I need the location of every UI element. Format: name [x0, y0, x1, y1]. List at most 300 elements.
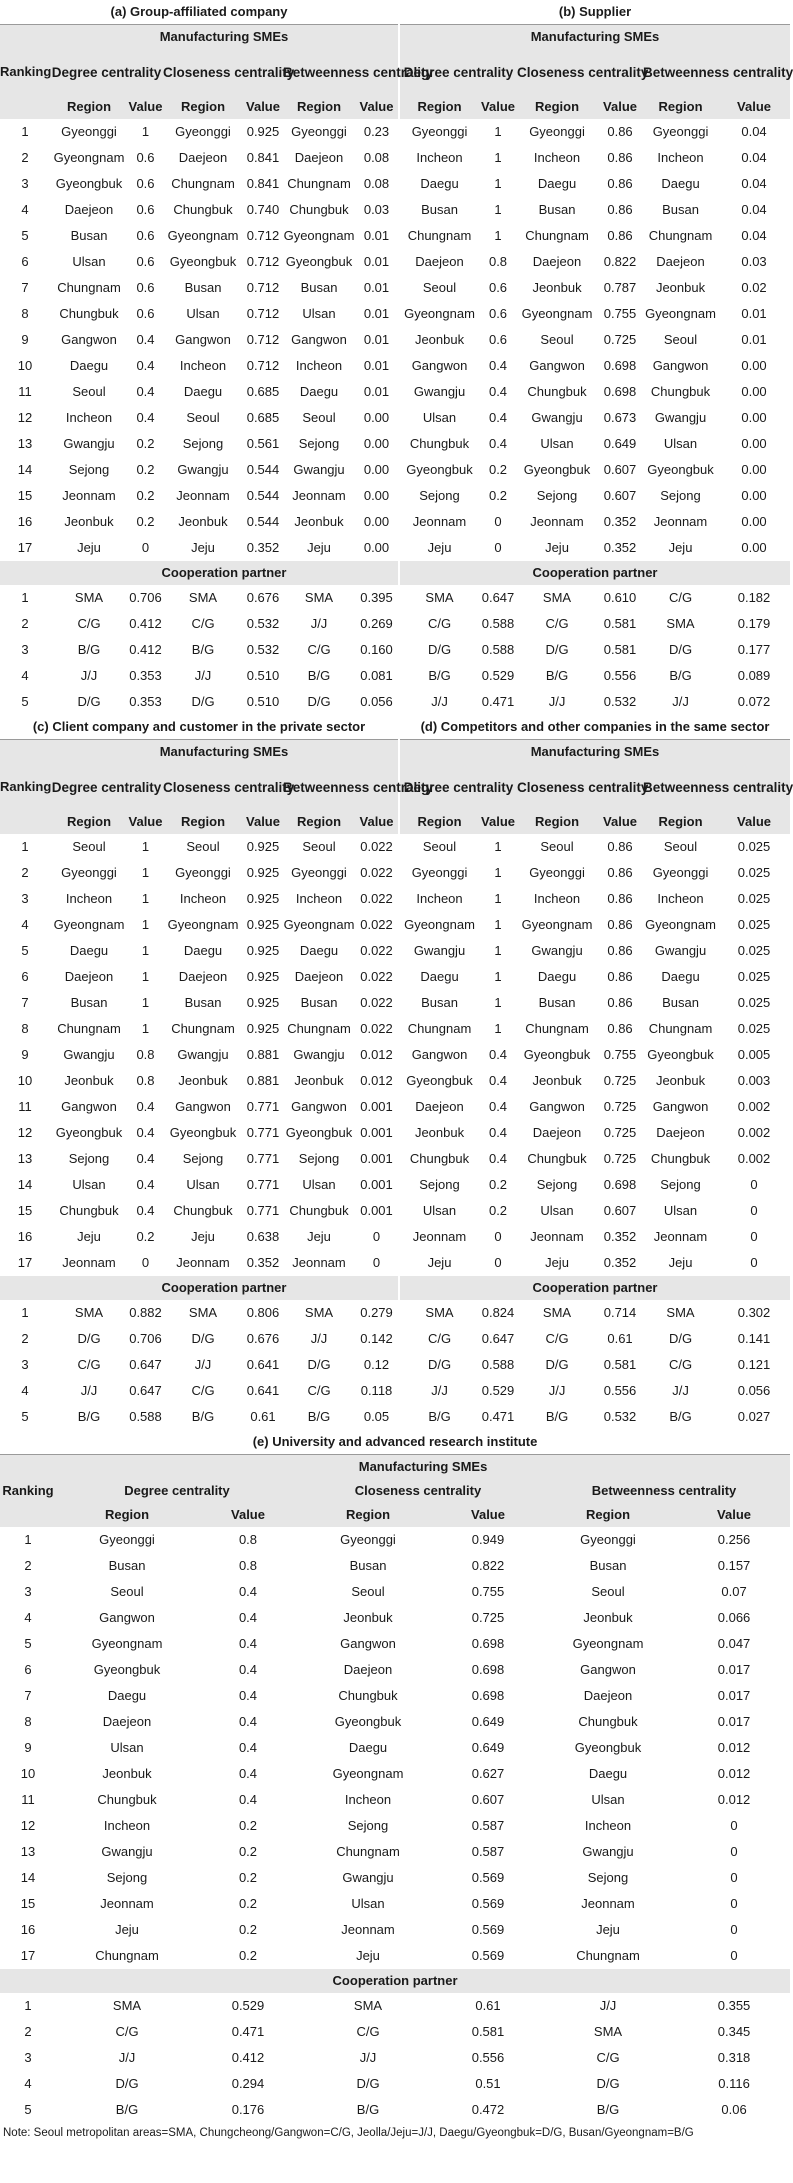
- value-cell: 0.649: [471, 1740, 505, 1755]
- region-cell: B/G: [115, 2102, 139, 2117]
- table-row: [0, 1527, 790, 1553]
- value-cell: 0.51: [475, 2076, 501, 2091]
- region-cell: B/G: [77, 642, 101, 657]
- value-cell: 0.01: [363, 306, 390, 321]
- value-cell: 0.353: [129, 668, 162, 683]
- value-cell: 0.673: [603, 410, 637, 425]
- rank-cell: 2: [21, 865, 29, 880]
- table-row: [0, 405, 790, 431]
- column-header-value: Value: [128, 814, 163, 829]
- value-cell: 0.001: [360, 1151, 393, 1166]
- value-cell: 0.925: [246, 917, 280, 932]
- table-row: [0, 912, 790, 938]
- column-header-value: Value: [481, 99, 515, 114]
- value-cell: 0.2: [238, 1922, 258, 1937]
- region-cell: Gyeongnam: [399, 912, 479, 938]
- panel-subtitle: Manufacturing SMEs: [159, 29, 289, 44]
- table-row: [0, 1735, 790, 1761]
- region-cell: Seoul: [540, 839, 574, 854]
- value-cell: 0.712: [246, 254, 280, 269]
- region-cell: J/J: [672, 694, 689, 709]
- value-cell: 0.412: [129, 616, 162, 631]
- spacer: [0, 1276, 50, 1300]
- value-cell: 0.529: [481, 1383, 515, 1398]
- value-cell: 0.6: [136, 202, 155, 217]
- value-cell: 0.2: [136, 1229, 155, 1244]
- value-cell: 0.01: [363, 280, 390, 295]
- value-cell: 0.471: [481, 1409, 515, 1424]
- rank-cell: 13: [20, 1844, 36, 1859]
- region-cell: SMA: [74, 590, 104, 605]
- table-row: [0, 1579, 790, 1605]
- region-cell: Gwangju: [582, 1844, 634, 1859]
- region-cell: Busan: [349, 1558, 387, 1573]
- value-cell: 0.352: [246, 540, 280, 555]
- centrality-group-header: Degree centrality: [124, 1483, 230, 1498]
- region-cell: Gyeonggi: [529, 124, 585, 139]
- region-cell: Gyeongnam: [521, 917, 593, 932]
- region-cell: Gyeongbuk: [574, 1740, 642, 1755]
- rank-cell: 5: [21, 1409, 29, 1424]
- region-cell: Gyeonggi: [99, 1532, 155, 1547]
- panel-title: (d) Competitors and other companies in the same sector: [399, 715, 790, 740]
- region-cell: Jeonnam: [341, 1922, 395, 1937]
- value-cell: 0.556: [471, 2050, 505, 2065]
- region-cell: Sejong: [182, 436, 224, 451]
- region-cell: J/J: [80, 668, 98, 683]
- value-cell: 0.925: [246, 865, 280, 880]
- table-row: [0, 1553, 790, 1579]
- value-cell: 0.066: [717, 1610, 751, 1625]
- region-cell: Gangwon: [175, 1099, 231, 1114]
- table-row: [0, 431, 790, 457]
- region-cell: Sejong: [347, 1818, 389, 1833]
- region-cell: D/G: [668, 1331, 693, 1346]
- cooperation-row: [0, 2071, 790, 2097]
- value-cell: 0.569: [471, 1922, 505, 1937]
- region-cell: SMA: [74, 1305, 104, 1320]
- value-cell: 0.698: [603, 358, 637, 373]
- region-cell: Gwangju: [101, 1844, 153, 1859]
- table-row: [0, 834, 790, 860]
- value-cell: 0.00: [363, 436, 390, 451]
- region-cell: Gyeonggi: [340, 1532, 396, 1547]
- region-cell: Gwangju: [531, 410, 583, 425]
- value-cell: 0.755: [603, 306, 637, 321]
- region-cell: D/G: [399, 637, 479, 663]
- value-cell: 0.4: [136, 1177, 155, 1192]
- value-cell: 0.2: [238, 1948, 258, 1963]
- region-cell: Seoul: [663, 332, 698, 347]
- rank-cell: 5: [24, 1636, 32, 1651]
- value-cell: 0.352: [603, 1255, 637, 1270]
- value-cell: 0.712: [246, 228, 280, 243]
- value-cell: 0.841: [246, 176, 280, 191]
- column-header-region: Region: [399, 95, 479, 119]
- region-cell: Chungbuk: [59, 306, 119, 321]
- region-cell: C/G: [545, 616, 569, 631]
- region-cell: Sejong: [660, 488, 701, 503]
- value-cell: 0.841: [246, 150, 280, 165]
- value-cell: 0.561: [246, 436, 280, 451]
- value-cell: 0.925: [246, 891, 280, 906]
- value-cell: 0.056: [737, 1383, 771, 1398]
- rank-cell: 5: [21, 943, 29, 958]
- column-header-region: Region: [180, 99, 226, 114]
- region-cell: Incheon: [344, 1792, 392, 1807]
- value-cell: 0.581: [603, 616, 637, 631]
- centrality-table-e: [0, 1430, 790, 2123]
- region-cell: Ulsan: [540, 1203, 574, 1218]
- value-cell: 0.86: [607, 995, 633, 1010]
- region-cell: Jeonnam: [62, 488, 116, 503]
- value-cell: 0.06: [721, 2102, 747, 2117]
- value-cell: 0.581: [471, 2024, 505, 2039]
- value-cell: 0.2: [238, 1818, 258, 1833]
- value-cell: 0.00: [741, 358, 767, 373]
- region-cell: C/G: [77, 1357, 101, 1372]
- region-cell: Ulsan: [72, 1177, 106, 1192]
- cooperation-row: [0, 611, 790, 637]
- region-cell: Gyeonggi: [652, 124, 709, 139]
- region-cell: Gwangju: [293, 1047, 345, 1062]
- rank-cell: 10: [17, 1073, 33, 1088]
- table-row: [0, 1250, 790, 1276]
- table-row: [0, 1068, 790, 1094]
- value-cell: 0.2: [488, 1177, 508, 1192]
- region-cell: Gyeongbuk: [399, 457, 479, 483]
- region-cell: Sejong: [399, 483, 479, 509]
- region-cell: Busan: [662, 202, 699, 217]
- region-cell: Busan: [399, 990, 479, 1016]
- region-cell: C/G: [307, 1383, 331, 1398]
- rank-cell: 3: [21, 891, 29, 906]
- region-cell: Ulsan: [663, 436, 698, 451]
- value-cell: 0.025: [737, 839, 771, 854]
- value-cell: 0.4: [488, 436, 508, 451]
- region-cell: Incheon: [533, 891, 581, 906]
- value-cell: 0.647: [129, 1357, 162, 1372]
- value-cell: 0.771: [246, 1099, 280, 1114]
- value-cell: 0.607: [603, 1203, 637, 1218]
- value-cell: 1: [494, 969, 502, 984]
- value-cell: 0.641: [246, 1383, 280, 1398]
- rank-cell: 6: [21, 254, 29, 269]
- value-cell: 0.581: [603, 1357, 637, 1372]
- region-cell: SMA: [188, 590, 218, 605]
- value-cell: 0.86: [607, 917, 633, 932]
- table-row: [0, 327, 790, 353]
- rank-cell: 4: [21, 202, 29, 217]
- value-cell: 0.725: [603, 1125, 637, 1140]
- region-cell: Jeonbuk: [178, 514, 228, 529]
- rank-cell: 8: [21, 1021, 29, 1036]
- region-cell: Gyeongnam: [521, 306, 593, 321]
- cooperation-row: [0, 663, 790, 689]
- region-cell: Daejeon: [399, 249, 479, 275]
- region-cell: Gangwon: [291, 332, 347, 347]
- value-cell: 0.08: [363, 150, 390, 165]
- value-cell: 0.179: [737, 616, 771, 631]
- region-cell: Gwangju: [177, 462, 229, 477]
- region-cell: Chungnam: [171, 176, 235, 191]
- value-cell: 1: [494, 176, 502, 191]
- rank-cell: 16: [17, 514, 33, 529]
- rank-cell: 1: [21, 839, 29, 854]
- centrality-group-header: Closeness centrality: [354, 1483, 482, 1498]
- column-header-region: Region: [296, 99, 342, 114]
- column-header-region: Region: [345, 1507, 391, 1522]
- region-cell: Chungbuk: [399, 1146, 479, 1172]
- value-cell: 0: [494, 1255, 502, 1270]
- region-cell: Gyeongbuk: [647, 462, 714, 477]
- region-cell: Jeonnam: [100, 1896, 154, 1911]
- value-cell: 0.706: [129, 590, 162, 605]
- region-cell: Sejong: [298, 1151, 340, 1166]
- region-cell: C/G: [307, 642, 331, 657]
- value-cell: 0.022: [360, 969, 393, 984]
- column-header-region: Region: [66, 814, 112, 829]
- value-cell: 0.00: [363, 410, 390, 425]
- value-cell: 1: [141, 1021, 150, 1036]
- region-cell: Daegu: [69, 358, 109, 373]
- value-cell: 0.04: [741, 176, 767, 191]
- value-cell: 0.2: [488, 488, 508, 503]
- rank-cell: 14: [17, 1177, 33, 1192]
- value-cell: 0.022: [360, 839, 393, 854]
- centrality-group-header: Closeness centrality: [163, 779, 295, 795]
- region-cell: B/G: [77, 1409, 101, 1424]
- value-cell: 0.712: [246, 280, 280, 295]
- region-cell: Daejeon: [532, 254, 582, 269]
- region-cell: Jeonbuk: [102, 1766, 152, 1781]
- table-row: [0, 353, 790, 379]
- value-cell: 0.345: [717, 2024, 751, 2039]
- value-cell: 0.581: [603, 642, 637, 657]
- region-cell: SMA: [188, 1305, 218, 1320]
- region-cell: Incheon: [65, 891, 113, 906]
- value-cell: 0.352: [603, 540, 637, 555]
- centrality-group-header: Betweenness centrality: [283, 779, 434, 795]
- value-cell: 0.00: [741, 462, 767, 477]
- value-cell: 0.025: [737, 969, 771, 984]
- region-cell: Incheon: [179, 358, 227, 373]
- cooperation-row: [0, 1300, 790, 1326]
- region-cell: Ulsan: [72, 254, 106, 269]
- centrality-group-header: Degree centrality: [51, 64, 162, 80]
- value-cell: 0.00: [741, 488, 767, 503]
- region-cell: Busan: [108, 1558, 146, 1573]
- value-cell: 0.641: [246, 1357, 280, 1372]
- value-cell: 0.824: [481, 1305, 515, 1320]
- table-row: [0, 223, 790, 249]
- rank-cell: 9: [21, 1047, 29, 1062]
- region-cell: Chungnam: [399, 1016, 479, 1042]
- value-cell: 0.649: [603, 436, 637, 451]
- value-cell: 1: [494, 943, 502, 958]
- table-row: [0, 1943, 790, 1969]
- value-cell: 0.025: [737, 865, 771, 880]
- value-cell: 0.012: [717, 1766, 751, 1781]
- region-cell: D/G: [545, 1357, 569, 1372]
- value-cell: 0.4: [238, 1688, 258, 1703]
- region-cell: Seoul: [110, 1584, 144, 1599]
- value-cell: 0: [730, 1922, 738, 1937]
- region-cell: Gyeongbuk: [647, 1047, 714, 1062]
- value-cell: 0.529: [231, 1998, 265, 2013]
- region-cell: Seoul: [591, 1584, 625, 1599]
- value-cell: 1: [494, 1021, 502, 1036]
- region-cell: Gwangju: [399, 379, 479, 405]
- region-cell: J/J: [672, 1383, 689, 1398]
- value-cell: 0.157: [717, 1558, 751, 1573]
- value-cell: 0.698: [471, 1688, 505, 1703]
- value-cell: 0.022: [360, 917, 393, 932]
- value-cell: 0.771: [246, 1177, 280, 1192]
- value-cell: 0: [750, 1203, 758, 1218]
- value-cell: 0.04: [741, 124, 767, 139]
- value-cell: 0.925: [246, 839, 280, 854]
- column-header-value: Value: [603, 99, 637, 114]
- table-row: [0, 1709, 790, 1735]
- region-cell: Chungnam: [287, 1021, 351, 1036]
- rank-cell: 16: [17, 1229, 33, 1244]
- region-cell: Chungbuk: [173, 202, 233, 217]
- value-cell: 0.00: [363, 462, 390, 477]
- region-cell: C/G: [399, 1326, 479, 1352]
- table-row: [0, 1172, 790, 1198]
- region-cell: J/J: [310, 616, 328, 631]
- value-cell: 0.725: [471, 1610, 505, 1625]
- value-cell: 0.712: [246, 306, 280, 321]
- value-cell: 0.00: [363, 514, 390, 529]
- value-cell: 0.089: [737, 668, 771, 683]
- value-cell: 0.012: [717, 1740, 751, 1755]
- value-cell: 0.86: [607, 176, 633, 191]
- region-cell: Chungbuk: [289, 1203, 349, 1218]
- region-cell: B/G: [356, 2102, 380, 2117]
- region-cell: Busan: [589, 1558, 627, 1573]
- region-cell: Seoul: [186, 410, 220, 425]
- region-cell: Jeonbuk: [532, 280, 582, 295]
- column-header-region: Region: [534, 814, 580, 829]
- table-row: [0, 301, 790, 327]
- region-cell: Daejeon: [532, 1125, 582, 1140]
- value-cell: 0: [730, 1896, 738, 1911]
- region-cell: Sejong: [68, 462, 110, 477]
- value-cell: 0.647: [481, 1331, 515, 1346]
- value-cell: 0.4: [238, 1636, 258, 1651]
- column-header-region: Region: [534, 99, 580, 114]
- region-cell: Incheon: [295, 891, 343, 906]
- value-cell: 0.4: [136, 358, 155, 373]
- region-cell: Jeju: [307, 540, 331, 555]
- region-cell: Gyeongbuk: [399, 1068, 479, 1094]
- value-cell: 0.607: [603, 462, 637, 477]
- value-cell: 0.001: [360, 1177, 393, 1192]
- region-cell: Gyeongbuk: [169, 1125, 237, 1140]
- region-cell: Daegu: [588, 1766, 628, 1781]
- region-cell: Daejeon: [294, 150, 344, 165]
- rank-cell: 5: [21, 694, 29, 709]
- panel-title: (e) University and advanced research institute: [0, 1430, 790, 1455]
- value-cell: 0.4: [488, 1047, 508, 1062]
- value-cell: 0.471: [231, 2024, 265, 2039]
- region-cell: Jeonnam: [62, 1255, 116, 1270]
- value-cell: 0.647: [129, 1383, 162, 1398]
- region-cell: Gangwon: [61, 1099, 117, 1114]
- region-cell: Jeonnam: [530, 514, 584, 529]
- region-cell: Gyeongnam: [283, 228, 355, 243]
- region-cell: J/J: [359, 2050, 377, 2065]
- table-row: [0, 964, 790, 990]
- value-cell: 0.725: [603, 1151, 637, 1166]
- rank-cell: 2: [21, 150, 29, 165]
- region-cell: Gyeongnam: [283, 917, 355, 932]
- value-cell: 1: [494, 995, 502, 1010]
- region-cell: Gangwon: [399, 1042, 479, 1068]
- value-cell: 0.2: [136, 436, 155, 451]
- value-cell: 0.725: [603, 332, 637, 347]
- value-cell: 0.4: [238, 1610, 258, 1625]
- value-cell: 0.714: [603, 1305, 637, 1320]
- column-header-value: Value: [603, 814, 637, 829]
- value-cell: 0.05: [363, 1409, 390, 1424]
- value-cell: 0.005: [737, 1047, 771, 1062]
- region-cell: C/G: [191, 616, 215, 631]
- region-cell: Jeonnam: [399, 1224, 479, 1250]
- region-cell: D/G: [356, 2076, 380, 2091]
- panel-e-university: [0, 1430, 790, 2123]
- value-cell: 0.4: [488, 410, 508, 425]
- rank-cell: 14: [20, 1870, 36, 1885]
- value-cell: 0.017: [717, 1714, 751, 1729]
- value-cell: 1: [494, 865, 502, 880]
- rank-cell: 4: [21, 1383, 29, 1398]
- region-cell: Gyeonggi: [399, 860, 479, 886]
- value-cell: 0.2: [136, 488, 155, 503]
- value-cell: 0.706: [129, 1331, 162, 1346]
- value-cell: 0.725: [603, 1099, 637, 1114]
- value-cell: 0.4: [488, 384, 508, 399]
- rank-cell: 4: [21, 668, 29, 683]
- region-cell: Chungbuk: [527, 1151, 587, 1166]
- region-cell: B/G: [545, 668, 569, 683]
- value-cell: 1: [141, 917, 150, 932]
- value-cell: 0.740: [246, 202, 280, 217]
- centrality-group-header: Degree centrality: [399, 49, 517, 95]
- column-header-value: Value: [737, 99, 771, 114]
- value-cell: 1: [141, 995, 150, 1010]
- rank-cell: 1: [21, 1305, 29, 1320]
- region-cell: Gyeonggi: [291, 124, 347, 139]
- value-cell: 0: [730, 1818, 738, 1833]
- region-cell: Chungnam: [336, 1844, 400, 1859]
- value-cell: 0.787: [603, 280, 637, 295]
- value-cell: 0.142: [360, 1331, 393, 1346]
- value-cell: 0.698: [603, 1177, 637, 1192]
- value-cell: 1: [141, 839, 150, 854]
- value-cell: 0.012: [717, 1792, 751, 1807]
- region-cell: Daegu: [299, 943, 339, 958]
- value-cell: 0.022: [360, 995, 393, 1010]
- region-cell: Seoul: [399, 834, 479, 860]
- region-cell: Chungnam: [525, 228, 589, 243]
- table-row: [0, 1917, 790, 1943]
- value-cell: 0.4: [238, 1740, 258, 1755]
- value-cell: 0.588: [481, 642, 515, 657]
- region-cell: Busan: [70, 228, 108, 243]
